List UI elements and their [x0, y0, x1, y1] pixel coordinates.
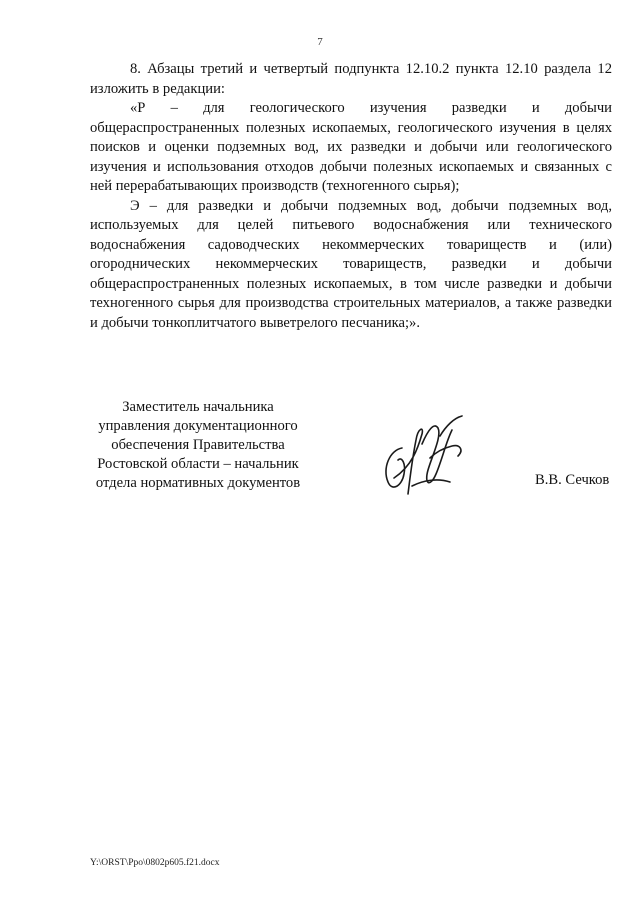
- signer-position-line: отдела нормативных документов: [95, 475, 301, 491]
- paragraph-code-r: «Р – для геологического изучения разведки и добычи общераспространенных полезных ископаемых, геологического изучения в целях поисков и оценки подземных вод, их разведки и добычи или геологического изучения и использования отходов добычи полезных ископаемых и связанных с ней перерабатывающих производств (техногенного сырья);: [90, 100, 612, 194]
- page-number: 7: [317, 36, 323, 48]
- signer-name: В.В. Сечков: [535, 472, 610, 488]
- signer-position-line: обеспечения Правительства: [111, 437, 285, 453]
- handwritten-signature: [372, 408, 476, 504]
- signer-position-line: Заместитель начальника: [122, 399, 274, 415]
- paragraph-code-e: Э – для разведки и добычи подземных вод, добычи подземных вод, используемых для целей питьевого водоснабжения или технического водоснабжения садоводческих некоммерческих товариществ и (или) огороднических некоммерческих товариществ, разведки и добычи общераспространенных полезных ископаемых, в том числе разведки и добычи техногенного сырья для производства строительных материалов, а также разведки и добычи тонкоплитчатого выветрелого песчаника;».: [90, 197, 612, 331]
- signer-position-line: Ростовской области – начальник: [97, 456, 299, 472]
- signer-position-line: управления документационного: [98, 418, 298, 434]
- signer-position: [90, 398, 306, 493]
- paragraph-amendment-intro: 8. Абзацы третий и четвертый подпункта 12.10.2 пункта 12.10 раздела 12 изложить в редакции:: [90, 61, 612, 97]
- document-body: [90, 60, 612, 333]
- file-path: Y:\ORST\Ppo\0802p605.f21.docx: [90, 858, 220, 868]
